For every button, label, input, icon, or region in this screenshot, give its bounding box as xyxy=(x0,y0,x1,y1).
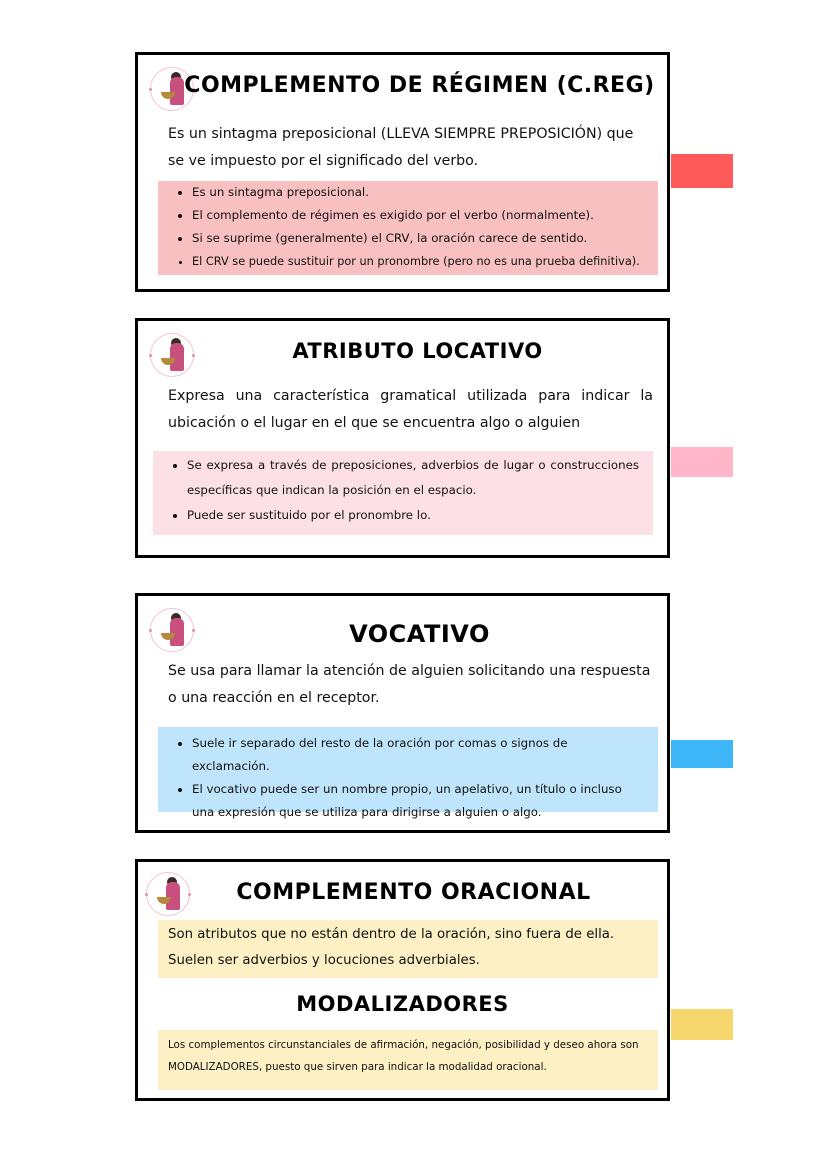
tab-marker-red xyxy=(671,154,733,188)
note-box xyxy=(158,1030,658,1090)
bullet-box xyxy=(158,181,658,275)
card-intro: Es un sintagma preposicional (LLEVA SIEMPRE PREPOSICIÓN) que se ve impuesto por el significado del verbo. xyxy=(168,126,634,169)
bullet-item: • Es un sintagma preposicional. xyxy=(192,181,658,204)
bullet-item: • El vocativo puede ser un nombre propio, un apelativo, un título o incluso una expresión que se utiliza para dirigirse a alguien o algo. xyxy=(192,778,644,824)
tab-marker-blue xyxy=(671,740,733,768)
card-atributo-locativo xyxy=(135,318,670,558)
bullet-item: • Suele ir separado del resto de la oración por comas o signos de exclamación. xyxy=(192,732,644,778)
bullet-box xyxy=(158,727,658,819)
tab-marker-yellow xyxy=(671,1009,733,1040)
bullet-box xyxy=(153,451,653,535)
bullet-item: • Puede ser sustituido por el pronombre lo. xyxy=(187,503,639,528)
bullet-item: • Si se suprime (generalmente) el CRV, la oración carece de sentido. xyxy=(192,227,658,250)
card-note: Los complementos circunstanciales de afirmación, negación, posibilidad y deseo ahora son MODALIZADORES, puesto que sirven para indicar la modalidad oracional. xyxy=(168,1039,639,1073)
card-intro: Son atributos que no están dentro de la oración, sino fuera de ella. Suelen ser adverbios y locuciones adverbiales. xyxy=(168,927,615,968)
bullet-item: • El CRV se puede sustituir por un pronombre (pero no es una prueba definitiva). xyxy=(192,250,658,273)
intro-box xyxy=(158,920,658,978)
card-intro: Expresa una característica gramatical utilizada para indicar la ubicación o el lugar en el que se encuentra algo o alguien xyxy=(168,388,653,431)
card-vocativo xyxy=(135,593,670,833)
card-title: VOCATIVO xyxy=(349,620,490,648)
bullet-item: • Se expresa a través de preposiciones, adverbios de lugar o construcciones específicas que indican la posición en el espacio. xyxy=(187,453,639,503)
card-title: ATRIBUTO LOCATIVO xyxy=(292,339,543,363)
bullet-item: • El complemento de régimen es exigido por el verbo (normalmente). xyxy=(192,204,658,227)
card-title: COMPLEMENTO ORACIONAL xyxy=(236,880,591,905)
card-title: COMPLEMENTO DE RÉGIMEN (C.REG) xyxy=(184,73,655,98)
tab-marker-pink xyxy=(671,447,733,477)
card-intro: Se usa para llamar la atención de alguien solicitando una respuesta o una reacción en el receptor. xyxy=(168,663,651,706)
card-complemento-regimen xyxy=(135,52,670,292)
card-subtitle: MODALIZADORES xyxy=(296,992,509,1016)
card-complemento-oracional xyxy=(135,859,670,1101)
